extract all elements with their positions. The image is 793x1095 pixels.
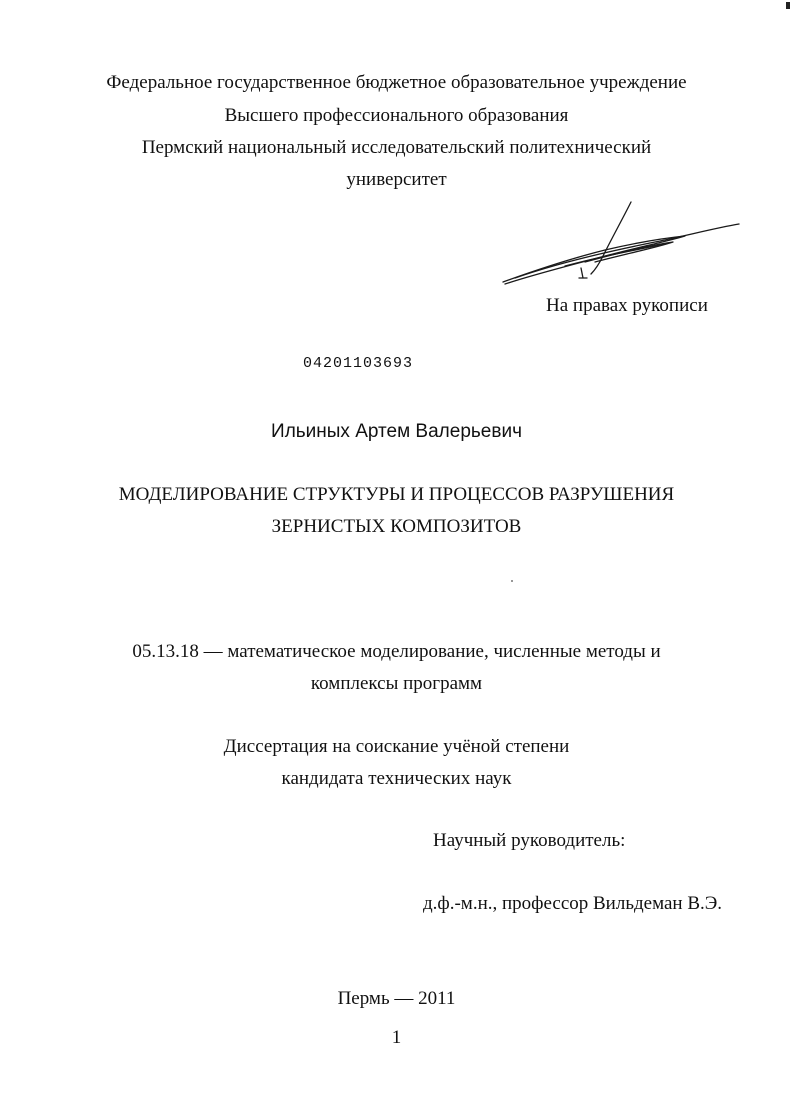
dissertation-title-line-2: ЗЕРНИСТЫХ КОМПОЗИТОВ — [271, 516, 522, 537]
institution-line-3: Пермский национальный исследовательский политехнический — [141, 137, 652, 158]
city-year: Пермь — 2011 — [337, 988, 456, 1009]
specialty-line-2: комплексы программ — [310, 673, 483, 694]
scan-speck — [511, 580, 513, 582]
degree-line-1: Диссертация на соискание учёной степени — [223, 736, 570, 757]
dissertation-title-line-1: МОДЕЛИРОВАНИЕ СТРУКТУРЫ И ПРОЦЕССОВ РАЗРУШЕНИЯ — [118, 484, 675, 505]
scan-corner-mark — [786, 2, 790, 9]
institution-line-2: Высшего профессионального образования — [224, 105, 569, 126]
handwritten-signature — [495, 198, 745, 294]
author-name: Ильиных Артем Валерьевич — [271, 421, 522, 442]
specialty-line-1: 05.13.18 — математическое моделирование, численные методы и — [132, 641, 661, 662]
registration-number: 04201103693 — [303, 355, 414, 372]
institution-line-4: университет — [346, 169, 447, 190]
supervisor-label: Научный руководитель: — [433, 830, 626, 851]
supervisor-name: д.ф.-м.н., профессор Вильдеман В.Э. — [423, 893, 723, 914]
degree-line-2: кандидата технических наук — [281, 768, 512, 789]
manuscript-rights-note: На правах рукописи — [546, 295, 708, 316]
institution-line-1: Федеральное государственное бюджетное образовательное учреждение — [106, 72, 687, 93]
page-number: 1 — [391, 1027, 402, 1048]
